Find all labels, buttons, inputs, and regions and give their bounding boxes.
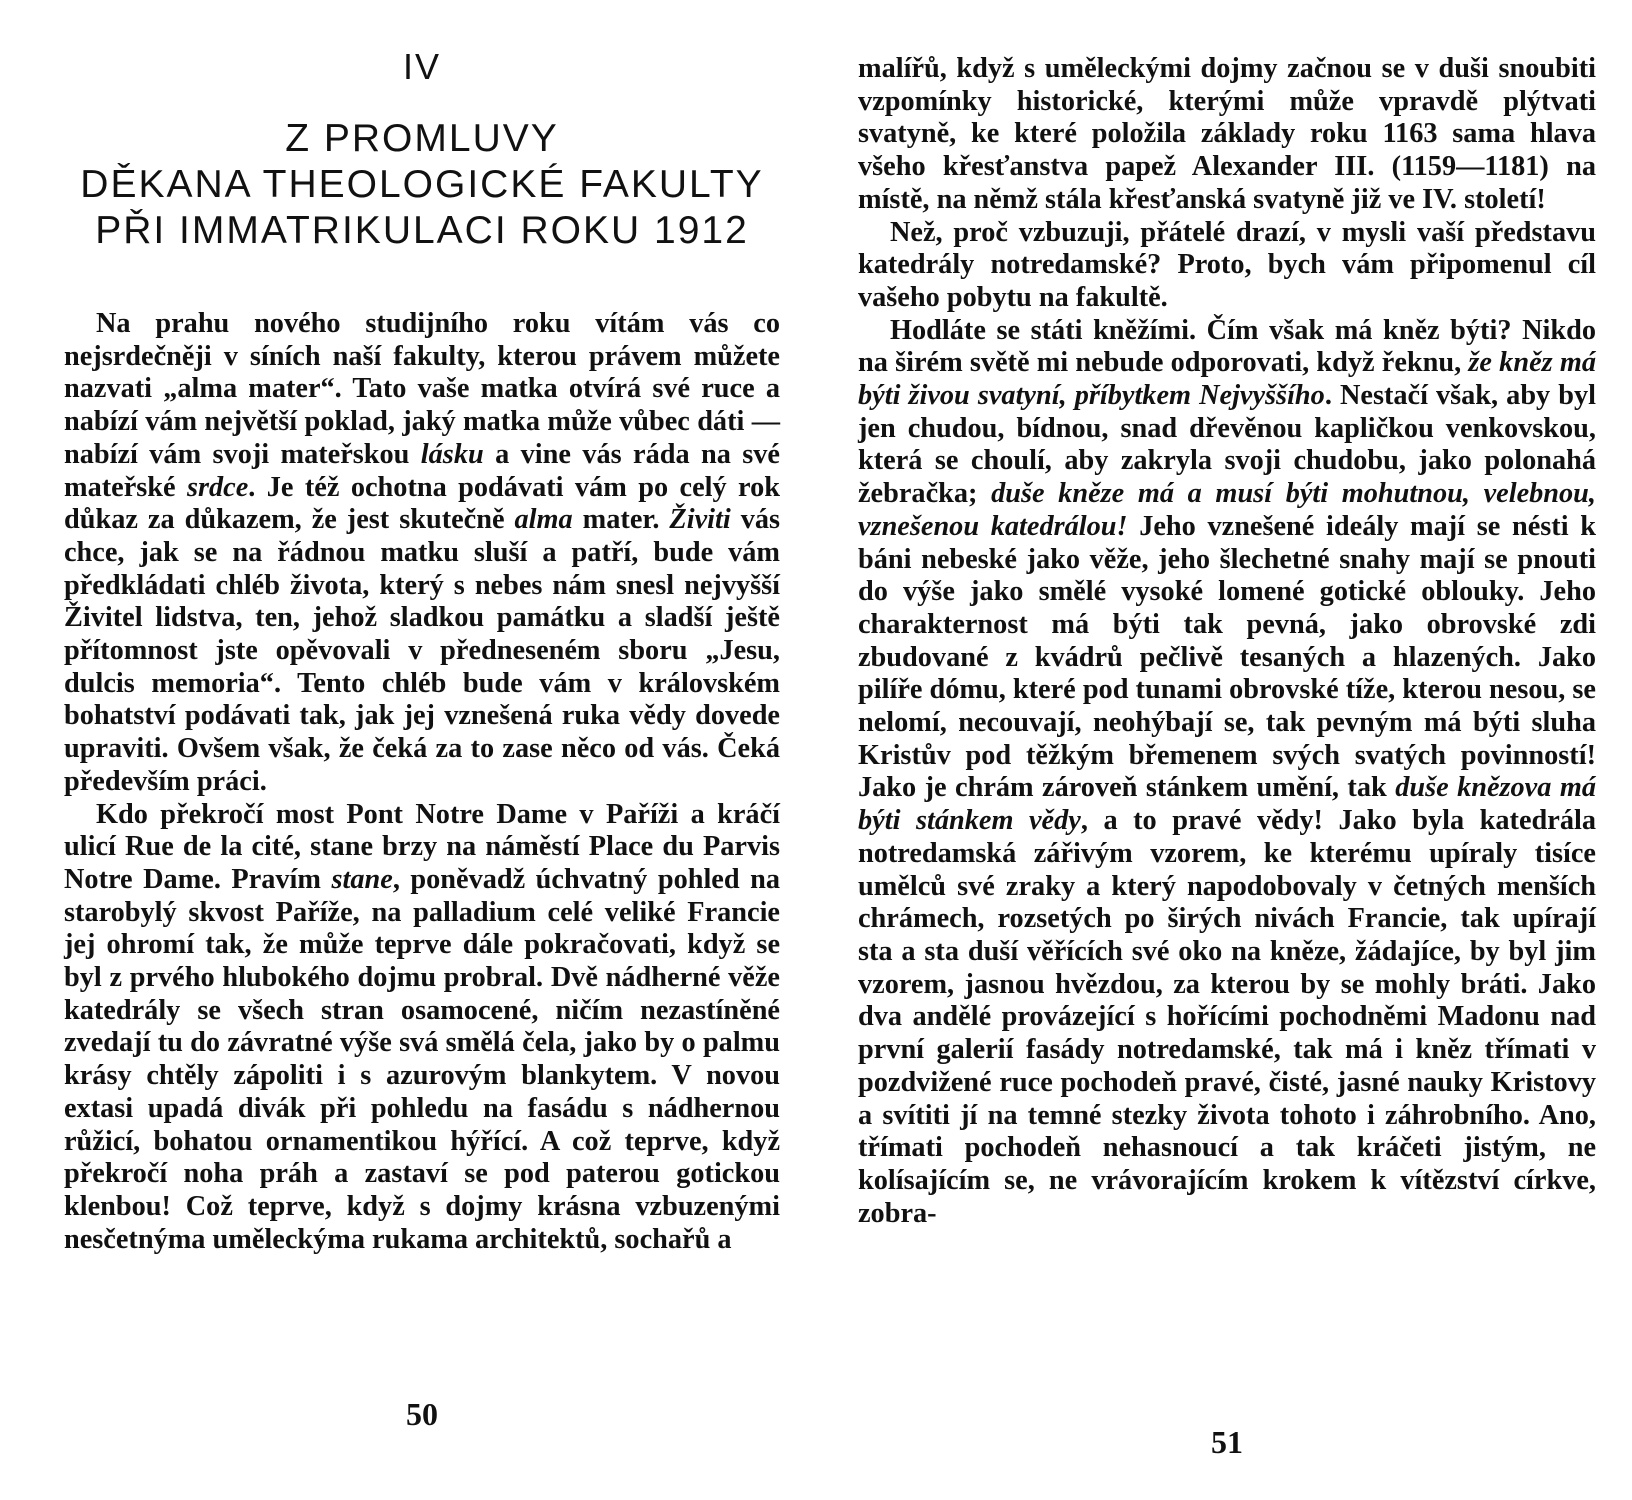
text-segment: Hodláte se státi kněžími. Čím však má kněz býti? Nikdo na širém světě mi nebude odporovati, když řeknu, — [858, 314, 1596, 379]
left-text-column — [64, 308, 780, 1256]
paragraph — [858, 53, 1596, 217]
italic-text: duše knězova má býti stánkem vědy — [858, 772, 1596, 837]
text-segment: malířů, když s uměleckými dojmy začnou se v duši snoubiti vzpomínky historické, kterými může vpravdě plýtvati svatyně, ke které položila základy roku 1163 sama hlava všeho křesťanstva papež Alexander III. (1159—1181) na místě, na němž stála křesťanská svatyně již ve IV. století! — [858, 53, 1596, 215]
text-segment: , poněvadž úchvatný pohled na starobylý skvost Paříže, na palladium celé veliké Francie jej ohromí tak, že může teprve dále pokračovati, když se byl z prvého hlubokého dojmu probral. Dvě nádherné věže katedrály se všech stran osamocené, ničím nezastíněné zvedají tu do závratné výše svá smělá čela, jako by o palmu krásy chtěly zápoliti i s azurovým blankytem. V novou extasi upadá divák při pohledu na fasádu s nádhernou růžicí, bohatou ornamentikou hýřící. A což teprve, když překročí noha práh a zastaví se pod paterou gotickou klenbou! Což teprve, když s dojmy krásna vzbuzenými nesčetnýma uměleckýma rukama architektů, sochařů a — [64, 863, 780, 1255]
paragraph — [858, 217, 1596, 315]
title-line: PŘI IMMATRIKULACI ROKU 1912 — [95, 209, 749, 252]
italic-text: alma — [514, 504, 573, 536]
paragraph — [858, 315, 1596, 1231]
italic-text: stane — [331, 863, 393, 895]
italic-text: duše kněze má a musí býti mohutnou, velebnou, vznešenou katedrálou! — [858, 478, 1596, 542]
paragraph — [64, 799, 780, 1257]
page-number-left: 50 — [406, 1396, 438, 1432]
text-segment: . Je též ochotna podávati vám po celý rok důkaz za důkazem, že jest skutečně — [64, 471, 780, 536]
italic-text: lásku — [420, 438, 484, 470]
title-line: DĚKANA THEOLOGICKÉ FAKULTY — [80, 163, 764, 206]
italic-text: že kněz má býti živou svatyní, příbytkem Nejvyššího — [858, 347, 1596, 412]
right-page — [858, 0, 1596, 1500]
right-text-column — [858, 53, 1596, 1230]
page-number-right: 51 — [1211, 1424, 1243, 1460]
text-segment: . Nestačí však, aby byl jen chudou, bídnou, snad dřevěnou kapličkou venkovskou, která se choulí, aby zakryla svoji chudobu, jako polonahá žebračka; — [858, 380, 1596, 510]
text-segment: , a to pravé vědy! Jako byla katedrála notredamská zářivým vzorem, ke kterému upíraly tisíce umělců své zraky a který napodobovaly v četných menších chrámech, rozsetých po širých nivách Francie, tak upírají sta a sta duší věřících své oko na kněze, žádajíce, by byl jim vzorem, jasnou hvězdou, za kterou by se mohly bráti. Jako dva andělé provázející s hořícími pochodněmi Madonu nad první galerií fasády notredamské, tak má i kněz třímati v pozdvižené ruce pochodeň pravé, čisté, jasné nauky Kristovy a svítiti jí na temné stezky života tohoto i záhrobního. Ano, třímati pochodeň nehasnoucí a tak kráčeti jistým, ne kolísajícím se, ne vrávorajícím krokem k vítězství církve, zobra- — [858, 805, 1596, 1229]
text-segment: Jeho vznešené ideály mají se nésti k báni nebeské jako věže, jeho šlechetné snahy mají se pnouti do výše jako smělé vysoké lomené gotické oblouky. Jeho charakternost má býti tak pevná, jako obrovské zdi zbudované z kvádrů pečlivě tesaných a hlazených. Jako pilíře dómu, které pod tunami obrovské tíže, kterou nesou, se nelomí, necouvají, neohýbají se, tak pevným má býti sluha Kristův pod těžkým břemenem svých svatých povinností! Jako je chrám zároveň stánkem umění, tak — [858, 510, 1596, 804]
text-segment: a vine vás ráda na své mateřské — [64, 438, 780, 503]
left-page — [64, 0, 780, 1500]
chapter-number: IV — [402, 46, 441, 87]
italic-text: Živiti — [669, 504, 731, 536]
text-segment: Kdo překročí most Pont Notre Dame v Paříži a kráčí ulicí Rue de la cité, stane brzy na náměstí Place du Parvis Notre Dame. Pravím — [64, 798, 780, 895]
text-segment: Než, proč vzbuzuji, přátelé drazí, v mysli vaší představu katedrály notredamské? Proto, bych vám připomenul cíl vašeho pobytu na fakultě. — [858, 216, 1596, 313]
text-segment: mater. — [572, 504, 670, 536]
text-segment: Na prahu nového studijního roku vítám vás co nejsrdečněji v síních naší fakulty, kterou právem můžete nazvati „alma mater“. Tato vaše matka otvírá své ruce a nabízí vám největší poklad, jaký matka může vůbec dáti — nabízí vám svoji mateřskou — [64, 308, 780, 470]
text-segment: vás chce, jak se na řádnou matku sluší a patří, bude vám předkládati chléb života, který s nebes nám snesl nejvyšší Živitel lidstva, ten, jehož sladkou památku a sladší ještě přítomnost jste opěvovali v předneseném sboru „Jesu, dulcis memoria“. Tento chléb bude vám v královském bohatství podávati tak, jak jej vznešená ruka vědy dovede upraviti. Ovšem však, že čeká za to zase něco od vás. Čeká především práci. — [64, 504, 781, 797]
italic-text: srdce — [186, 471, 249, 503]
title-line: Z PROMLUVY — [285, 117, 559, 160]
chapter-title — [64, 116, 780, 254]
paragraph — [64, 308, 780, 799]
